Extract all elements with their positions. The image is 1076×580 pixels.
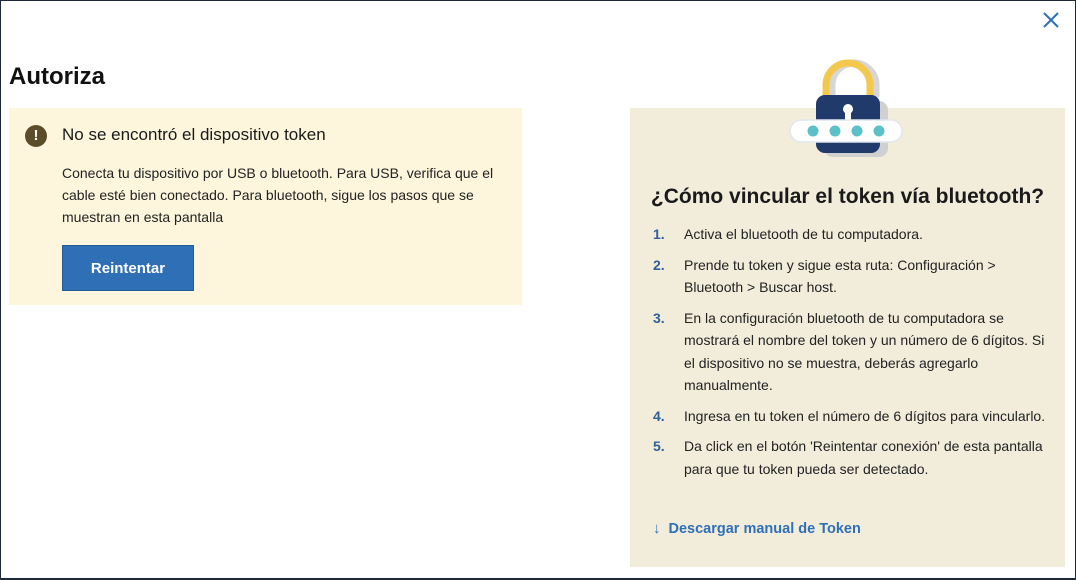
padlock-illustration-icon	[788, 57, 906, 163]
step-number: 5.	[653, 438, 665, 454]
step-item	[653, 254, 1048, 299]
step-text: Activa el bluetooth de tu computadora.	[684, 226, 923, 242]
step-item	[653, 307, 1048, 397]
arrow-down-icon: ↓	[653, 520, 661, 537]
steps-list	[653, 223, 1048, 488]
alert-message: Conecta tu dispositivo por USB o bluetooth. Para USB, verifica que el cable esté bien conectado. Para bluetooth, sigue los pasos que se muestran en esta pantalla	[62, 165, 494, 225]
instructions-title: ¿Cómo vincular el token vía bluetooth?	[650, 185, 1045, 208]
step-number: 1.	[653, 226, 665, 242]
step-text: Ingresa en tu token el número de 6 dígitos para vincularlo.	[684, 407, 1046, 424]
alert-title: No se encontró el dispositivo token	[62, 125, 326, 144]
download-manual-link[interactable]	[653, 520, 861, 537]
page-title: Autoriza	[9, 63, 105, 90]
error-alert	[9, 108, 522, 305]
step-number: 4.	[653, 407, 665, 424]
step-item	[653, 223, 1048, 246]
step-item	[653, 405, 1048, 428]
step-number: 2.	[653, 256, 665, 273]
step-text: En la configuración bluetooth de tu computadora se mostrará el nombre del token y un número de 6 dígitos. Si el dispositivo no se muestra, deberás agregarlo manualmente.	[684, 309, 1045, 393]
step-number: 3.	[653, 309, 665, 326]
download-manual-label: Descargar manual de Token	[668, 520, 861, 537]
close-icon	[1042, 11, 1060, 29]
retry-button[interactable]: Reintentar	[62, 245, 194, 291]
step-text: Prende tu token y sigue esta ruta: Configuración > Bluetooth > Buscar host.	[684, 256, 996, 295]
close-button[interactable]	[1041, 10, 1061, 30]
warning-icon: !	[25, 125, 47, 147]
step-text: Da click en el botón 'Reintentar conexión' de esta pantalla para que tu token pueda ser detectado.	[684, 438, 1043, 477]
step-item	[653, 435, 1048, 480]
